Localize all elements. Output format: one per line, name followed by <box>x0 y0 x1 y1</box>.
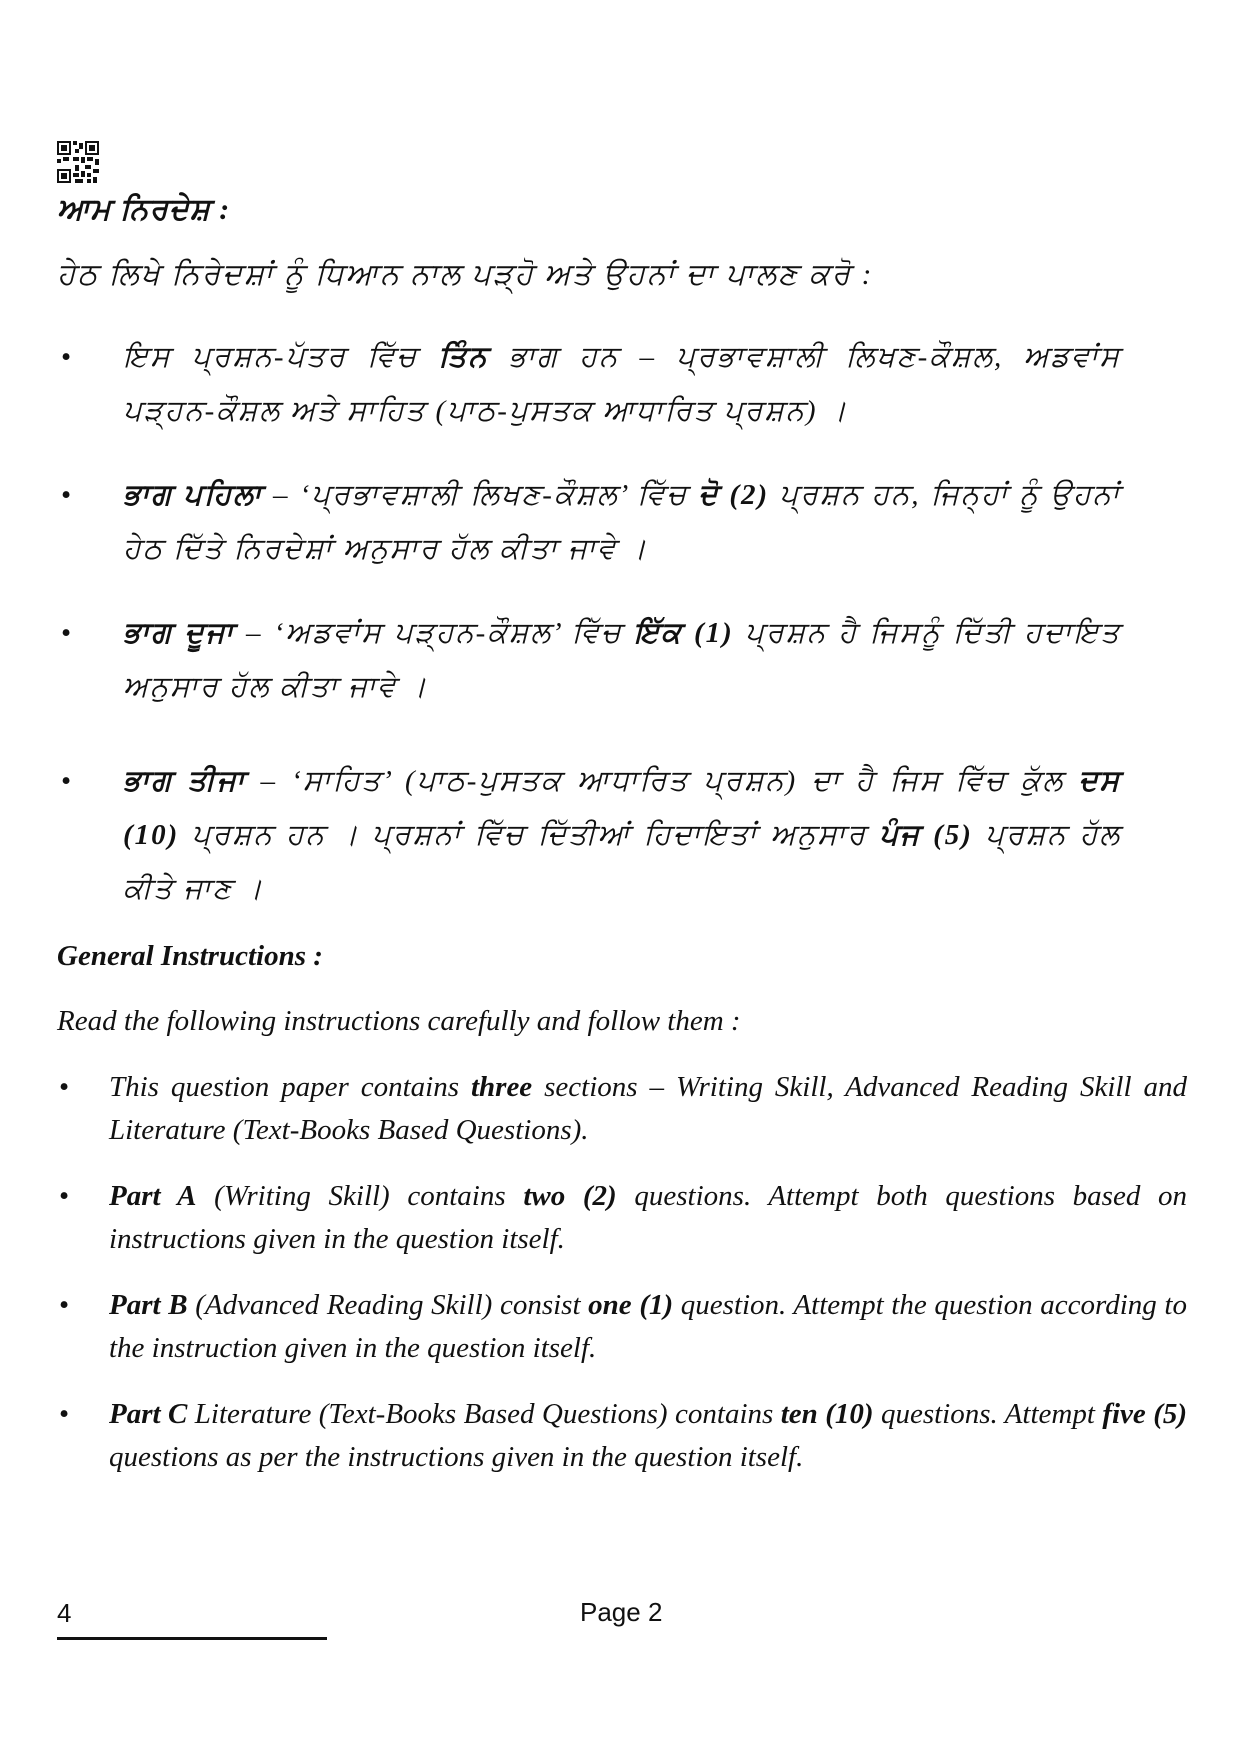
english-instructions-list <box>57 1066 1187 1502</box>
bullet-icon: • <box>61 617 74 649</box>
bullet-icon: • <box>61 479 74 511</box>
bullet-icon: • <box>59 1071 70 1103</box>
bullet-icon: • <box>59 1180 70 1212</box>
bullet-icon: • <box>61 341 74 373</box>
punjabi-instructions-list <box>57 330 1121 956</box>
page-number: Page 2 <box>580 1597 663 1627</box>
bullet-icon: • <box>59 1289 70 1321</box>
footer-rule <box>57 1637 327 1640</box>
list-item: • ਭਾਗ ਪਹਿਲਾ – ‘ਪ੍ਰਭਾਵਸ਼ਾਲੀ ਲਿਖਣ-ਕੌਸ਼ਲ’ ਵਿੱਚ ਦੋ (2) ਪ੍ਰਸ਼ਨ ਹਨ, ਜਿਨ੍ਹਾਂ ਨੂੰ ਉਹਨਾਂ ਹੇਠ ਦਿੱਤੇ ਨਿਰਦੇਸ਼ਾਂ ਅਨੁਸਾਰ ਹੱਲ ਕੀਤਾ ਜਾਵੇ । <box>57 468 1121 576</box>
punjabi-instructions-intro: ਹੇਠ ਲਿਖੇ ਨਿਰੇਦਸ਼ਾਂ ਨੂੰ ਧਿਆਨ ਨਾਲ ਪੜ੍ਹੋ ਅਤੇ ਉਹਨਾਂ ਦਾ ਪਾਲਣ ਕਰੋ : <box>57 258 874 291</box>
list-item: • ਭਾਗ ਦੂਜਾ – ‘ਅਡਵਾਂਸ ਪੜ੍ਹਨ-ਕੌਸ਼ਲ’ ਵਿੱਚ ਇੱਕ (1) ਪ੍ਰਸ਼ਨ ਹੈ ਜਿਸਨੂੰ ਦਿੱਤੀ ਹਦਾਇਤ ਅਨੁਸਾਰ ਹੱਲ ਕੀਤਾ ਜਾਵੇ । <box>57 606 1121 714</box>
list-item: • This question paper contains three sections – Writing Skill, Advanced Reading Skill and Literature (Text-Books Based Questions). <box>57 1066 1187 1152</box>
bullet-icon: • <box>61 765 74 797</box>
list-item: • Part C Literature (Text-Books Based Questions) contains ten (10) questions. Attempt five (5) questions as per the instructions given in the question itself. <box>57 1393 1187 1479</box>
bullet-icon: • <box>59 1398 70 1430</box>
english-instructions-intro: Read the following instructions carefully and follow them : <box>57 1005 741 1037</box>
list-item: • Part B (Advanced Reading Skill) consist one (1) question. Attempt the question according to the instruction given in the question itself. <box>57 1284 1187 1370</box>
list-item: • ਭਾਗ ਤੀਜਾ – ‘ਸਾਹਿਤ’ (ਪਾਠ-ਪੁਸਤਕ ਆਧਾਰਿਤ ਪ੍ਰਸ਼ਨ) ਦਾ ਹੈ ਜਿਸ ਵਿੱਚ ਕੁੱਲ ਦਸ (10) ਪ੍ਰਸ਼ਨ ਹਨ । ਪ੍ਰਸ਼ਨਾਂ ਵਿੱਚ ਦਿੱਤੀਆਂ ਹਿਦਾਇਤਾਂ ਅਨੁਸਾਰ ਪੰਜ (5) ਪ੍ਰਸ਼ਨ ਹੱਲ ਕੀਤੇ ਜਾਣ । <box>57 754 1121 916</box>
paper-code: 4 <box>57 1598 72 1628</box>
qr-code-icon <box>57 140 99 184</box>
list-item: • ਇਸ ਪ੍ਰਸ਼ਨ-ਪੱਤਰ ਵਿੱਚ ਤਿੰਨ ਭਾਗ ਹਨ – ਪ੍ਰਭਾਵਸ਼ਾਲੀ ਲਿਖਣ-ਕੌਸ਼ਲ, ਅਡਵਾਂਸ ਪੜ੍ਹਨ-ਕੌਸ਼ਲ ਅਤੇ ਸਾਹਿਤ (ਪਾਠ-ਪੁਸਤਕ ਆਧਾਰਿਤ ਪ੍ਰਸ਼ਨ) । <box>57 330 1121 438</box>
punjabi-instructions-heading: ਆਮ ਨਿਰਦੇਸ਼ : <box>57 193 231 226</box>
english-instructions-heading: General Instructions : <box>57 940 323 972</box>
list-item: • Part A (Writing Skill) contains two (2) questions. Attempt both questions based on instructions given in the question itself. <box>57 1175 1187 1261</box>
